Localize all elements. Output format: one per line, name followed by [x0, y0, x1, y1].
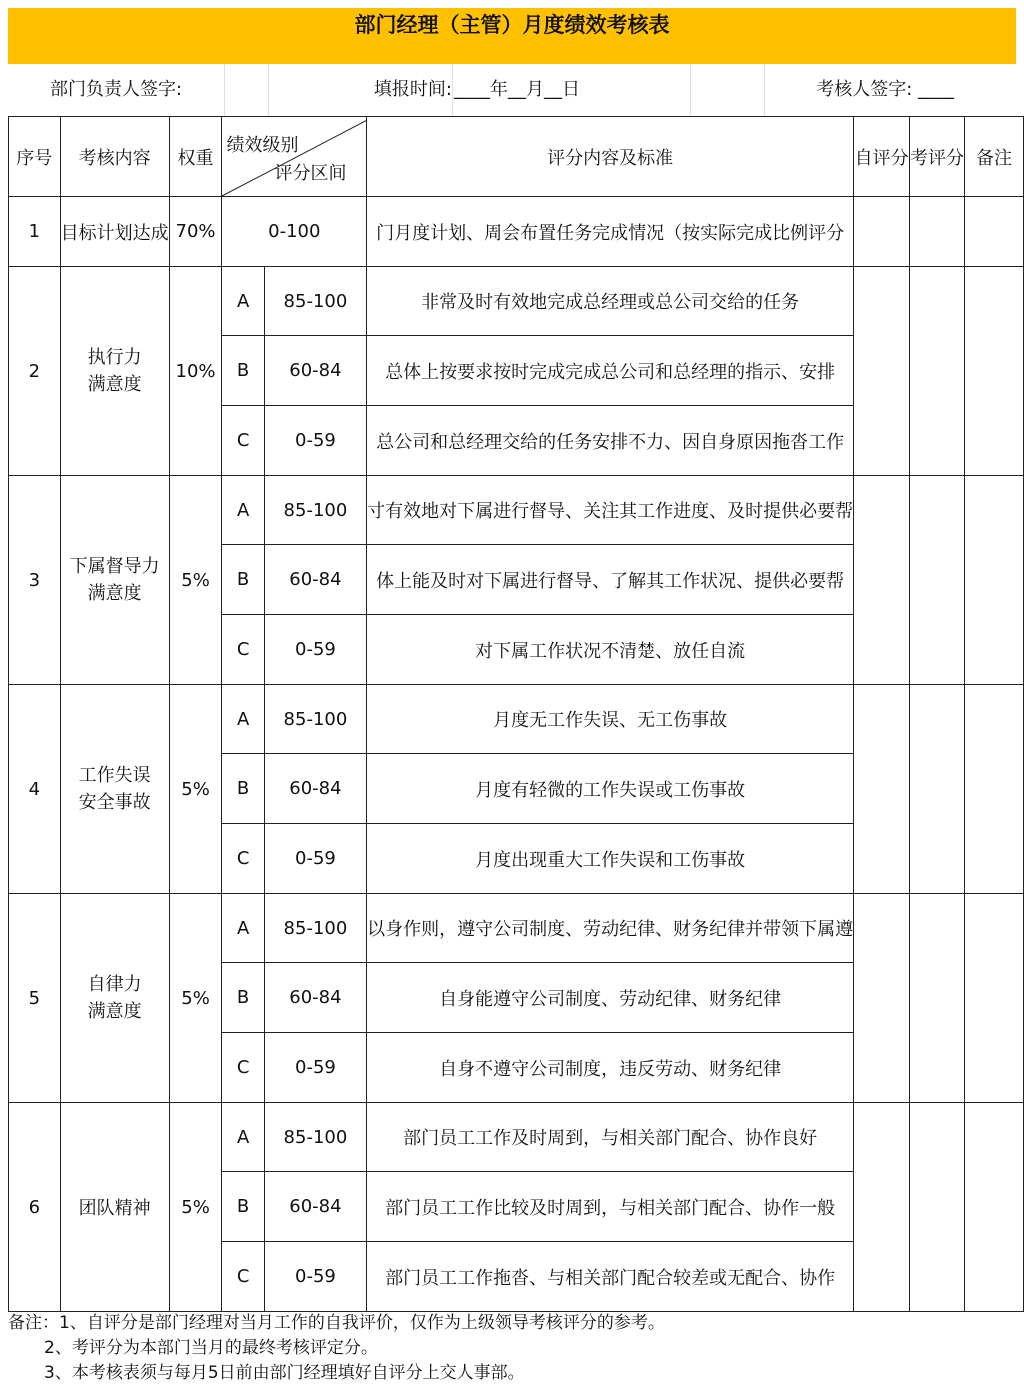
table-row: [9, 267, 1024, 336]
table-row: [9, 476, 1024, 545]
row-content: [60, 476, 169, 685]
score-range: 60-84: [264, 754, 366, 824]
score-range: 85-100: [264, 894, 366, 963]
criteria-text: 体上能及时对下属进行督导、了解其工作状况、提供必要帮: [367, 545, 854, 615]
signature-row: [8, 64, 1016, 116]
remark-cell[interactable]: [965, 476, 1024, 685]
grade-label: C: [222, 615, 264, 685]
criteria-text: 部门员工工作比较及时周到，与相关部门配合、协作一般: [367, 1172, 854, 1242]
criteria-text: 月度无工作失误、无工伤事故: [367, 685, 854, 754]
assess-score-cell[interactable]: [910, 197, 965, 267]
footnotes: [8, 1311, 1018, 1386]
row-number: 6: [9, 1103, 61, 1312]
score-range: 60-84: [264, 963, 366, 1033]
row-content-line: 安全事故: [78, 792, 151, 813]
row-number: 2: [9, 267, 61, 476]
self-score-cell[interactable]: [854, 476, 910, 685]
criteria-text: 对下属工作状况不清楚、放任自流: [367, 615, 854, 685]
score-range: 85-100: [264, 685, 366, 754]
criteria-text: 以身作则，遵守公司制度、劳动纪律、财务纪律并带领下属遵: [367, 894, 854, 963]
criteria-text: 非常及时有效地完成总经理或总公司交给的任务: [367, 267, 854, 336]
col-header-range: 评分区间: [274, 163, 347, 184]
row-weight: 5%: [169, 1103, 222, 1312]
remark-cell[interactable]: [965, 197, 1024, 267]
self-score-cell[interactable]: [854, 894, 910, 1103]
col-header-remark: 备注: [965, 117, 1024, 197]
score-range: 0-59: [264, 824, 366, 894]
row-number: 3: [9, 476, 61, 685]
row-range: 0-100: [222, 197, 367, 267]
criteria-text: 月度出现重大工作失误和工伤事故: [367, 824, 854, 894]
row-number: 1: [9, 197, 61, 267]
grade-label: B: [222, 754, 264, 824]
blank-cell: [688, 64, 765, 116]
remark-cell[interactable]: [965, 267, 1024, 476]
fill-date-field[interactable]: ____年__月__日: [452, 64, 691, 116]
row-content: [60, 894, 169, 1103]
self-score-cell[interactable]: [854, 267, 910, 476]
criteria-text: 自身能遵守公司制度、劳动纪律、财务纪律: [367, 963, 854, 1033]
row-content-line: 自律力: [87, 974, 142, 995]
self-score-cell[interactable]: [854, 685, 910, 894]
row-content-line: 下属督导力: [69, 556, 160, 577]
criteria-text: 月度有轻微的工作失误或工伤事故: [367, 754, 854, 824]
criteria-text: 总公司和总经理交给的任务安排不力、因自身原因拖沓工作: [367, 406, 854, 476]
dept-head-signature-field[interactable]: [224, 64, 269, 116]
row-weight: 5%: [169, 685, 222, 894]
grade-label: B: [222, 336, 264, 406]
criteria-text: 自身不遵守公司制度，违反劳动、财务纪律: [367, 1033, 854, 1103]
dept-head-signature-label: 部门负责人签字:: [8, 64, 225, 116]
row-number: 5: [9, 894, 61, 1103]
table-row: [9, 1103, 1024, 1172]
row-criteria: 门月度计划、周会布置任务完成情况（按实际完成比例评分: [367, 197, 854, 267]
score-range: 85-100: [264, 1103, 366, 1172]
row-weight: 70%: [169, 197, 222, 267]
criteria-text: 寸有效地对下属进行督导、关注其工作进度、及时提供必要帮: [367, 476, 854, 545]
remark-cell[interactable]: [965, 894, 1024, 1103]
score-range: 60-84: [264, 545, 366, 615]
assess-score-cell[interactable]: [910, 476, 965, 685]
row-content: 目标计划达成: [60, 197, 169, 267]
assess-score-cell[interactable]: [910, 267, 965, 476]
grade-label: C: [222, 824, 264, 894]
score-range: 0-59: [264, 1242, 366, 1312]
criteria-text: 部门员工工作拖沓、与相关部门配合较差或无配合、协作: [367, 1242, 854, 1312]
table-row: [9, 894, 1024, 963]
grade-label: A: [222, 267, 264, 336]
grade-label: A: [222, 476, 264, 545]
assess-score-cell[interactable]: [910, 685, 965, 894]
grade-label: A: [222, 685, 264, 754]
assessor-signature-field[interactable]: 考核人签字: ____: [816, 79, 954, 100]
row-number: 4: [9, 685, 61, 894]
score-range: 0-59: [264, 1033, 366, 1103]
grade-label: B: [222, 1172, 264, 1242]
col-header-no: 序号: [9, 117, 61, 197]
grade-label: A: [222, 1103, 264, 1172]
row-content-line: 满意度: [87, 583, 142, 604]
row-content: [60, 267, 169, 476]
criteria-text: 总体上按要求按时完成完成总公司和总经理的指示、安排: [367, 336, 854, 406]
grade-label: B: [222, 545, 264, 615]
grade-label: C: [222, 406, 264, 476]
row-content-line: 执行力: [87, 347, 142, 368]
score-range: 85-100: [264, 267, 366, 336]
footnote-line: 2、考评分为本部门当月的最终考核评定分。: [44, 1338, 378, 1358]
score-range: 60-84: [264, 336, 366, 406]
footnote-line: 备注：1、自评分是部门经理对当月工作的自我评价，仅作为上级领导考核评分的参考。: [8, 1313, 665, 1333]
row-content-line: 满意度: [87, 374, 142, 395]
row-weight: 5%: [169, 476, 222, 685]
col-header-assess-score: 考评分: [910, 117, 965, 197]
remark-cell[interactable]: [965, 685, 1024, 894]
self-score-cell[interactable]: [854, 197, 910, 267]
col-header-content: 考核内容: [60, 117, 169, 197]
row-content-line: 满意度: [87, 1001, 142, 1022]
score-range: 0-59: [264, 406, 366, 476]
grade-label: A: [222, 894, 264, 963]
self-score-cell[interactable]: [854, 1103, 910, 1312]
col-header-level-range: [222, 117, 367, 197]
fill-time-label: 填报时间:: [268, 64, 453, 116]
col-header-weight: 权重: [169, 117, 222, 197]
remark-cell[interactable]: [965, 1103, 1024, 1312]
grade-label: B: [222, 963, 264, 1033]
assessment-table: [8, 116, 1024, 1312]
table-row: [9, 197, 1024, 267]
header-row: [9, 117, 1024, 197]
assess-score-cell[interactable]: [910, 894, 965, 1103]
row-weight: 5%: [169, 894, 222, 1103]
row-content: [60, 685, 169, 894]
col-header-level: 绩效级别: [226, 135, 299, 156]
col-header-criteria: 评分内容及标准: [367, 117, 854, 197]
grade-label: C: [222, 1242, 264, 1312]
criteria-text: 部门员工工作及时周到，与相关部门配合、协作良好: [367, 1103, 854, 1172]
footnote-line: 3、本考核表须与每月5日前由部门经理填好自评分上交人事部。: [44, 1363, 525, 1383]
score-range: 0-59: [264, 615, 366, 685]
col-header-self-score: 自评分: [854, 117, 910, 197]
row-content-line: 工作失误: [78, 765, 151, 786]
score-range: 60-84: [264, 1172, 366, 1242]
form-title: 部门经理（主管）月度绩效考核表: [8, 8, 1016, 64]
assess-score-cell[interactable]: [910, 1103, 965, 1312]
row-weight: 10%: [169, 267, 222, 476]
table-row: [9, 685, 1024, 754]
score-range: 85-100: [264, 476, 366, 545]
grade-label: C: [222, 1033, 264, 1103]
row-content: 团队精神: [60, 1103, 169, 1312]
